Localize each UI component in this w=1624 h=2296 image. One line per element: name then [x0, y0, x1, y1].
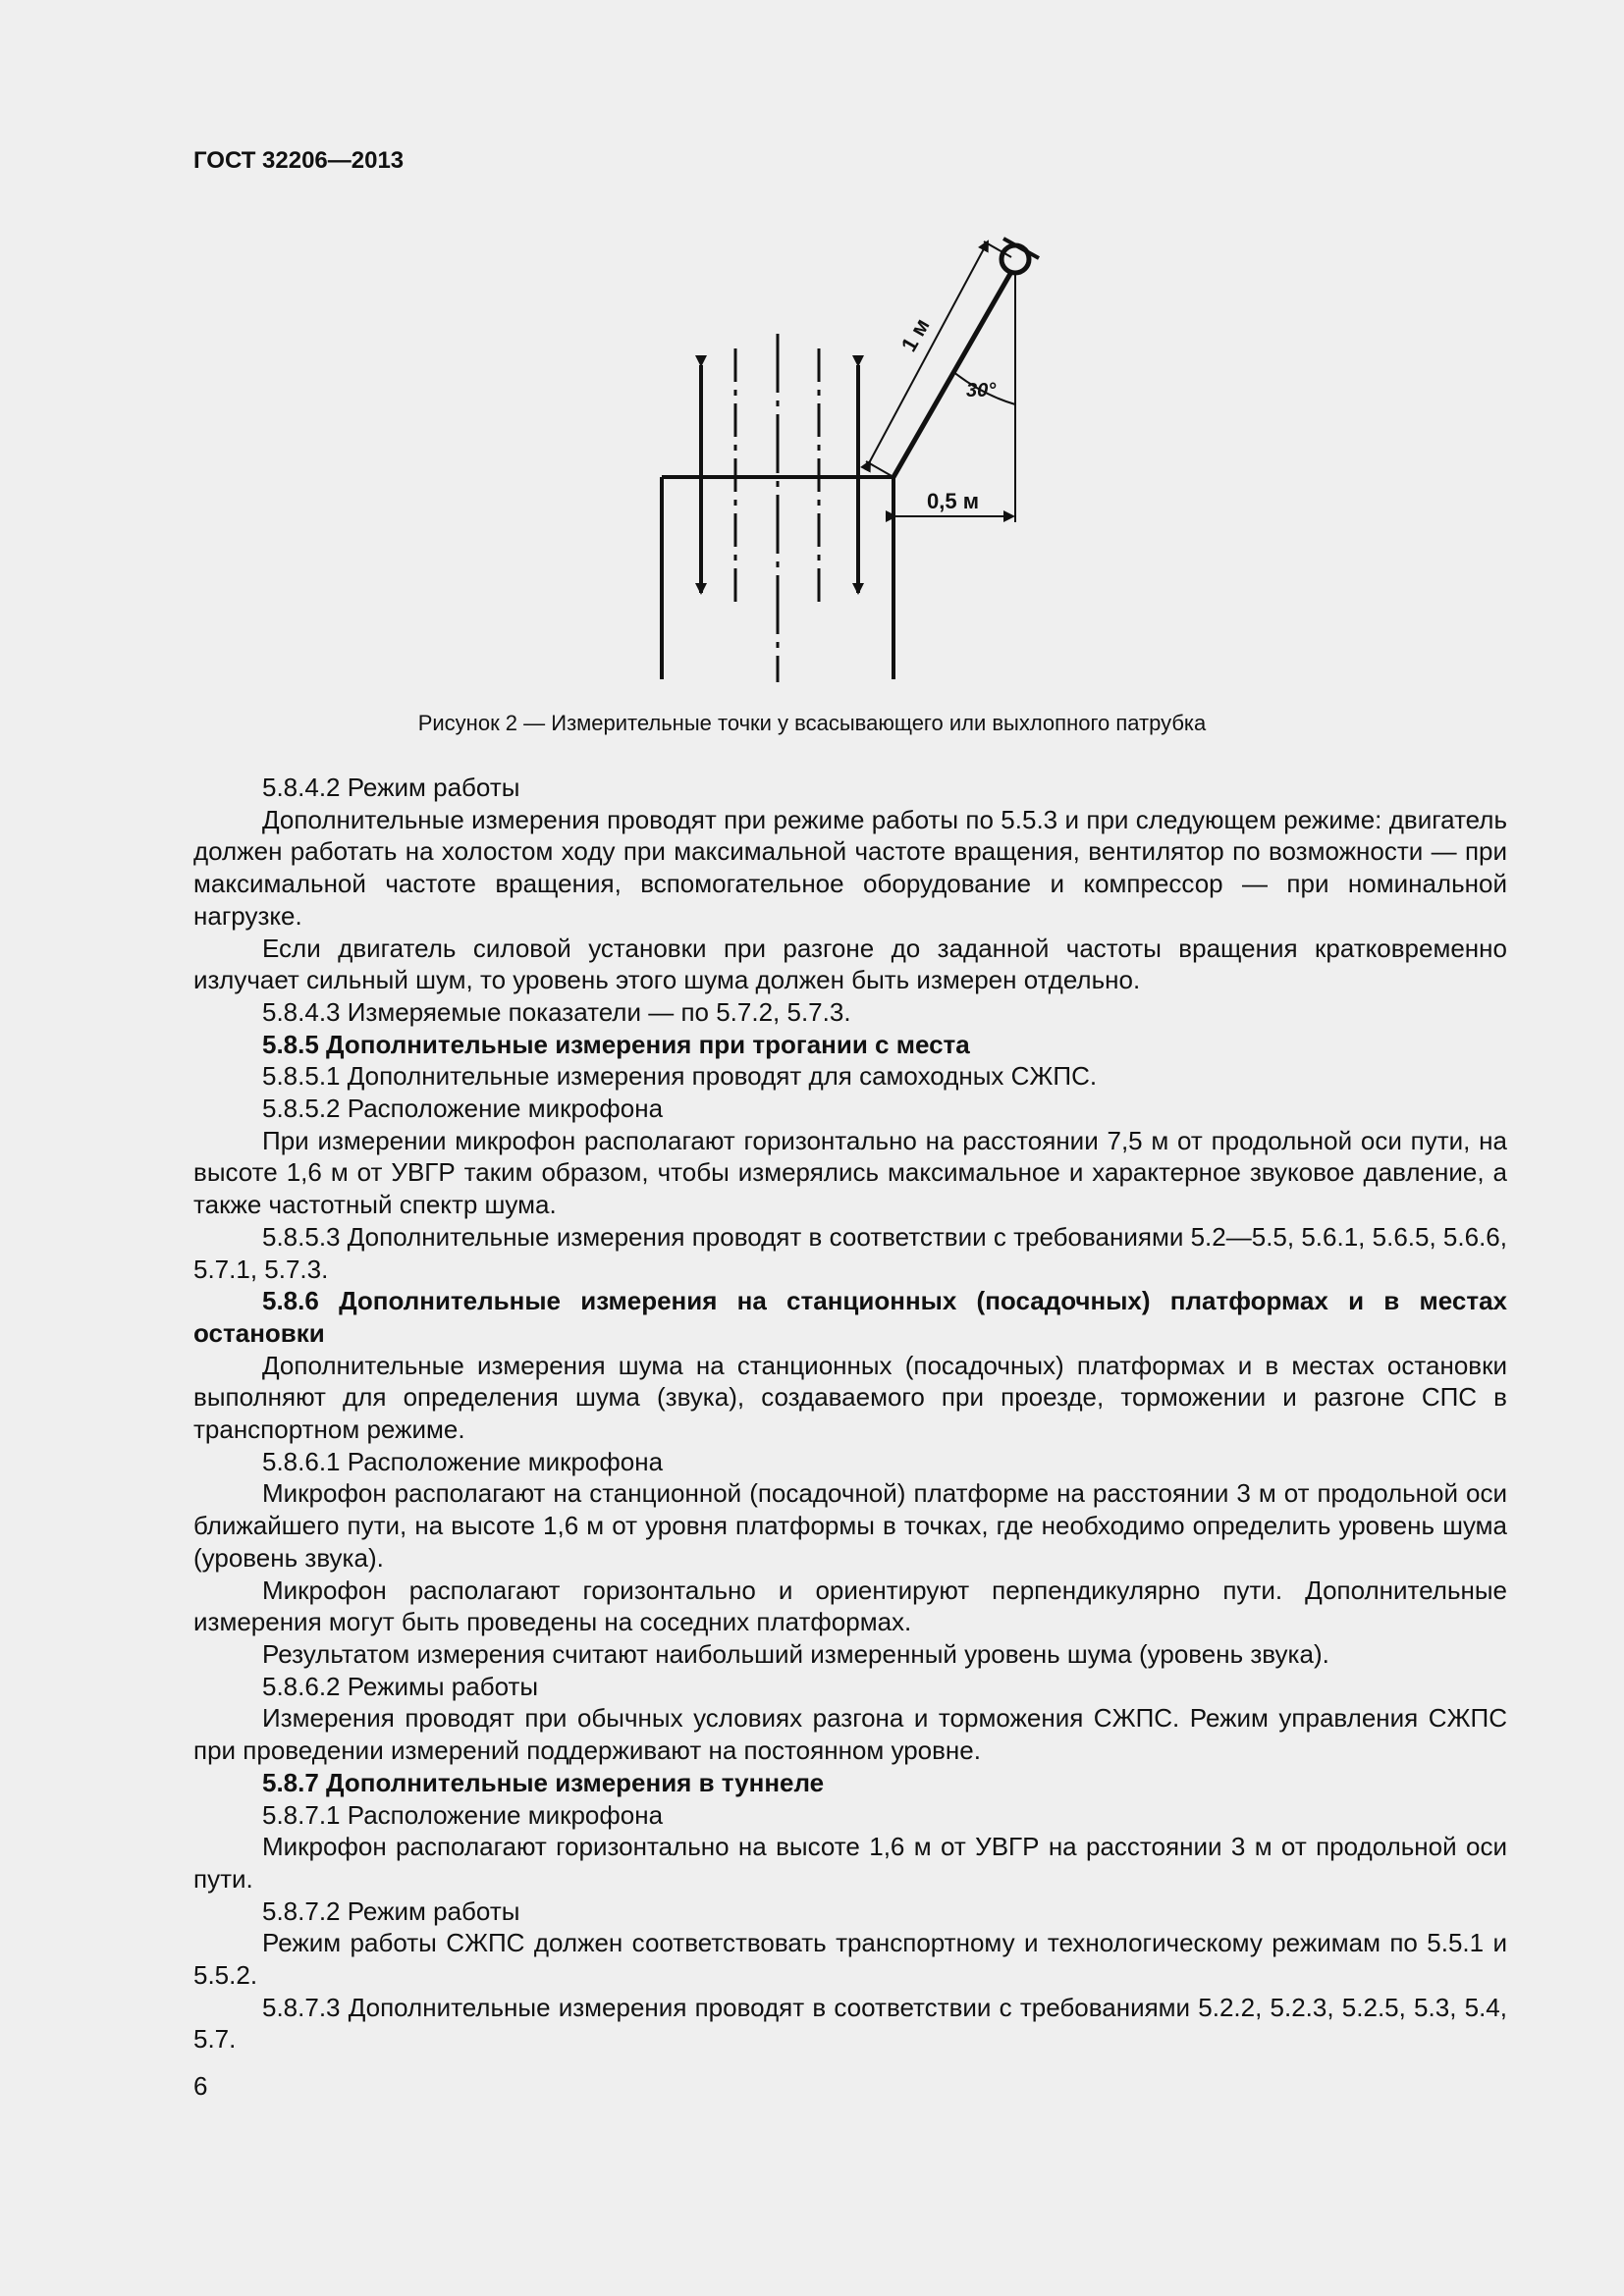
paragraph: 5.8.6.1 Расположение микрофона	[262, 1446, 664, 1476]
paragraph: 5.8.7.1 Расположение микрофона	[262, 1799, 664, 1830]
paragraph: Дополнительные измерения проводят при режиме работы по 5.5.3 и при следующем режиме: двигатель должен работать на холостом ходу при максимальной частоте вращения, вентилятор по возможности — при максимальной частоте вращения, вспомогательное оборудование и компрессор — при номинальной нагрузке.	[193, 804, 1507, 931]
figure-caption: Рисунок 2 — Измерительные точки у всасывающего или выхлопного патрубка	[417, 711, 1207, 735]
paragraph: 5.8.4.3 Измеряемые показатели — по 5.7.2, 5.7.3.	[262, 996, 851, 1027]
paragraph: 5.8.5.2 Расположение микрофона	[262, 1094, 664, 1124]
paragraph: При измерении микрофон располагают горизонтально на расстоянии 7,5 м от продольной оси пути, на высоте 1,6 м от УВГР таким образом, чтобы измерялись максимальное и характерное звуковое давление, а также частотный спектр шума.	[193, 1125, 1507, 1220]
section-heading: 5.8.6 Дополнительные измерения на станционных (посадочных) платформах и в местах остановки	[193, 1286, 1507, 1348]
body-text	[193, 772, 1507, 2056]
paragraph: 5.8.7.2 Режим работы	[262, 1896, 520, 1926]
paragraph: Микрофон располагают горизонтально и ориентируют перпендикулярно пути. Дополнительные измерения могут быть проведены на соседних платформах.	[193, 1575, 1507, 1637]
paragraph: Если двигатель силовой установки при разгоне до заданной частоты вращения кратковременно излучает сильный шум, то уровень этого шума должен быть измерен отдельно.	[193, 933, 1507, 995]
document-header: ГОСТ 32206—2013	[193, 147, 405, 174]
paragraph: 5.8.5.1 Дополнительные измерения проводят для самоходных СЖПС.	[262, 1061, 1098, 1092]
exhaust-pipe	[893, 272, 1011, 477]
label-05m: 0,5 м	[927, 489, 979, 513]
paragraph: 5.8.5.3 Дополнительные измерения проводят в соответствии с требованиями 5.2—5.5, 5.6.1, 5.6.5, 5.6.6, 5.7.1, 5.7.3.	[193, 1221, 1507, 1284]
dim-1m-line	[870, 241, 988, 461]
paragraph: Микрофон располагают на станционной (посадочной) платформе на расстоянии 3 м от продольной оси ближайшего пути, на высоте 1,6 м от уровня платформы в точках, где необходимо определить уровень шума (уровень звука).	[193, 1478, 1507, 1573]
section-heading: 5.8.7 Дополнительные измерения в туннеле	[262, 1767, 825, 1797]
paragraph: 5.8.6.2 Режимы работы	[262, 1671, 539, 1701]
paragraph: Измерения проводят при обычных условиях разгона и торможения СЖПС. Режим управления СЖПС при проведении измерений поддерживают на постоянном уровне.	[193, 1703, 1507, 1766]
paragraph: Дополнительные измерения шума на станционных (посадочных) платформах и в местах остановки выполняют для определения шума (звука), создаваемого при проезде, торможении и разгоне СПС в транспортном режиме.	[193, 1350, 1507, 1445]
paragraph: Микрофон располагают горизонтально на высоте 1,6 м от УВГР на расстоянии 3 м от продольной оси пути.	[193, 1832, 1507, 1894]
paragraph: Результатом измерения считают наибольший измеренный уровень шума (уровень звука).	[262, 1638, 1329, 1669]
paragraph: 5.8.4.2 Режим работы	[262, 773, 520, 802]
paragraph: 5.8.7.3 Дополнительные измерения проводят в соответствии с требованиями 5.2.2, 5.2.3, 5.2.5, 5.3, 5.4, 5.7.	[193, 1992, 1507, 2055]
figure-2-diagram	[0, 0, 1624, 726]
paragraph: Режим работы СЖПС должен соответствовать транспортному и технологическому режимам по 5.5.1 и 5.5.2.	[193, 1928, 1507, 1991]
label-1m: 1 м	[895, 314, 935, 356]
dim-1m-extension-low	[866, 461, 893, 477]
section-heading: 5.8.5 Дополнительные измерения при трогании с места	[262, 1029, 970, 1059]
page-number: 6	[193, 2071, 208, 2101]
label-30deg: 30°	[966, 380, 997, 401]
